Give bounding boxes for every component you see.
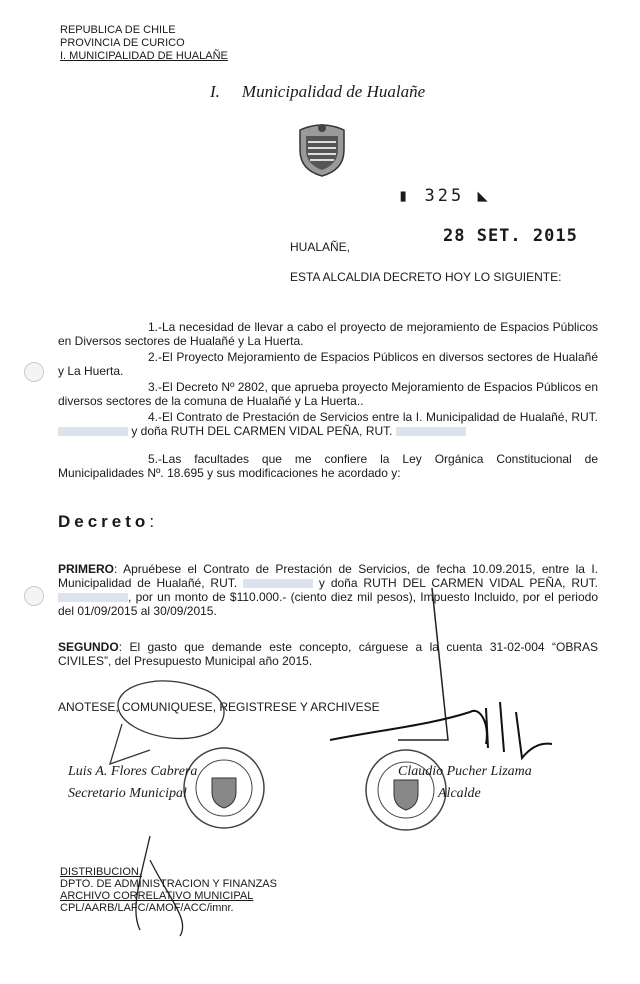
primero-clause: PRIMERO: Apruébese el Contrato de Prestación de Servicios, de fecha 10.09.2015, entre la I. Municipalidad de Hualañé, RUT. y doña RUTH DEL CARMEN VIDAL PEÑA, RUT. , por un monto de $110.000.- (ciento diez mil pesos), Impuesto Incluido, por el periodo del 01/09/2015 al 30/09/2015. [58,562,598,618]
ink-loop [118,681,224,739]
distribution-line: ARCHIVO CORRELATIVO MUNICIPAL [60,890,254,902]
decree-heading: ESTA ALCALDIA DECRETO HOY LO SIGUIENTE: [290,270,562,284]
ink-stroke [398,588,448,740]
distribution-line: DPTO. DE ADMINISTRACION Y FINANZAS [60,878,277,890]
punch-hole [24,362,44,382]
distribution-block [60,866,277,914]
decree-prefix-mark: ▮ [398,186,425,206]
mayor-name: Claudio Pucher Lizama [398,764,532,779]
decreto-label: Decreto: [58,512,155,531]
considerando-1: 1.-La necesidad de llevar a cabo el proyecto de mejoramiento de Espacios Públicos en Diversos sectores de Hualañé y La Huerta. [58,320,598,348]
mayor-role: Alcalde [438,786,481,801]
letterhead-province: PROVINCIA DE CURICO [60,37,185,49]
letterhead-country: REPUBLICA DE CHILE [60,24,176,36]
municipality-title-name: Municipalidad de Hualañe [241,82,426,101]
secretary-role: Secretario Municipal [68,786,187,801]
closing-line: ANOTESE, COMUNIQUESE, REGISTRESE Y ARCHIVESE [58,700,380,714]
ink-stroke [110,724,150,764]
decree-suffix-mark: ◣ [464,186,491,206]
considerando-5: 5.-Las facultades que me confiere la Ley Orgánica Constitucional de Municipalidades Nº. 18.695 y sus modificaciones he acordado y: [58,452,598,480]
decree-number-value: 325 [424,186,465,206]
distribution-title: DISTRIBUCION. [60,866,142,878]
considerando-4: 4.-El Contrato de Prestación de Servicios entre la I. Municipalidad de Hualañé, RUT. y doña RUTH DEL CARMEN VIDAL PEÑA, RUT. [58,410,598,438]
place-line: HUALAÑE, [290,240,351,254]
date-stamp: 28 SET. 2015 [443,226,578,246]
letterhead-municipality: I. MUNICIPALIDAD DE HUALAÑE [60,50,228,62]
secretary-name: Luis A. Flores Cabrera [68,764,198,779]
secretary-signature-block [68,764,197,802]
distribution-initials: CPL/AARB/LAFC/AMOF/ACC/imnr. [60,902,234,914]
considerando-2: 2.-El Proyecto Mejoramiento de Espacios Públicos en diversos sectores de Hualañé y La Huerta. [58,350,598,378]
municipality-title-prefix: I. [210,82,220,101]
segundo-clause: SEGUNDO: El gasto que demande este concepto, cárguese a la cuenta 31-02-004 “OBRAS CIVILES”, del Presupuesto Municipal año 2015. [58,640,598,668]
mayor-signature-block [398,764,532,802]
punch-hole [24,586,44,606]
considerando-3: 3.-El Decreto Nº 2802, que aprueba proyecto Mejoramiento de Espacios Públicos en diversos sectores de la comuna de Hualañé y La Huerta.. [58,380,598,408]
